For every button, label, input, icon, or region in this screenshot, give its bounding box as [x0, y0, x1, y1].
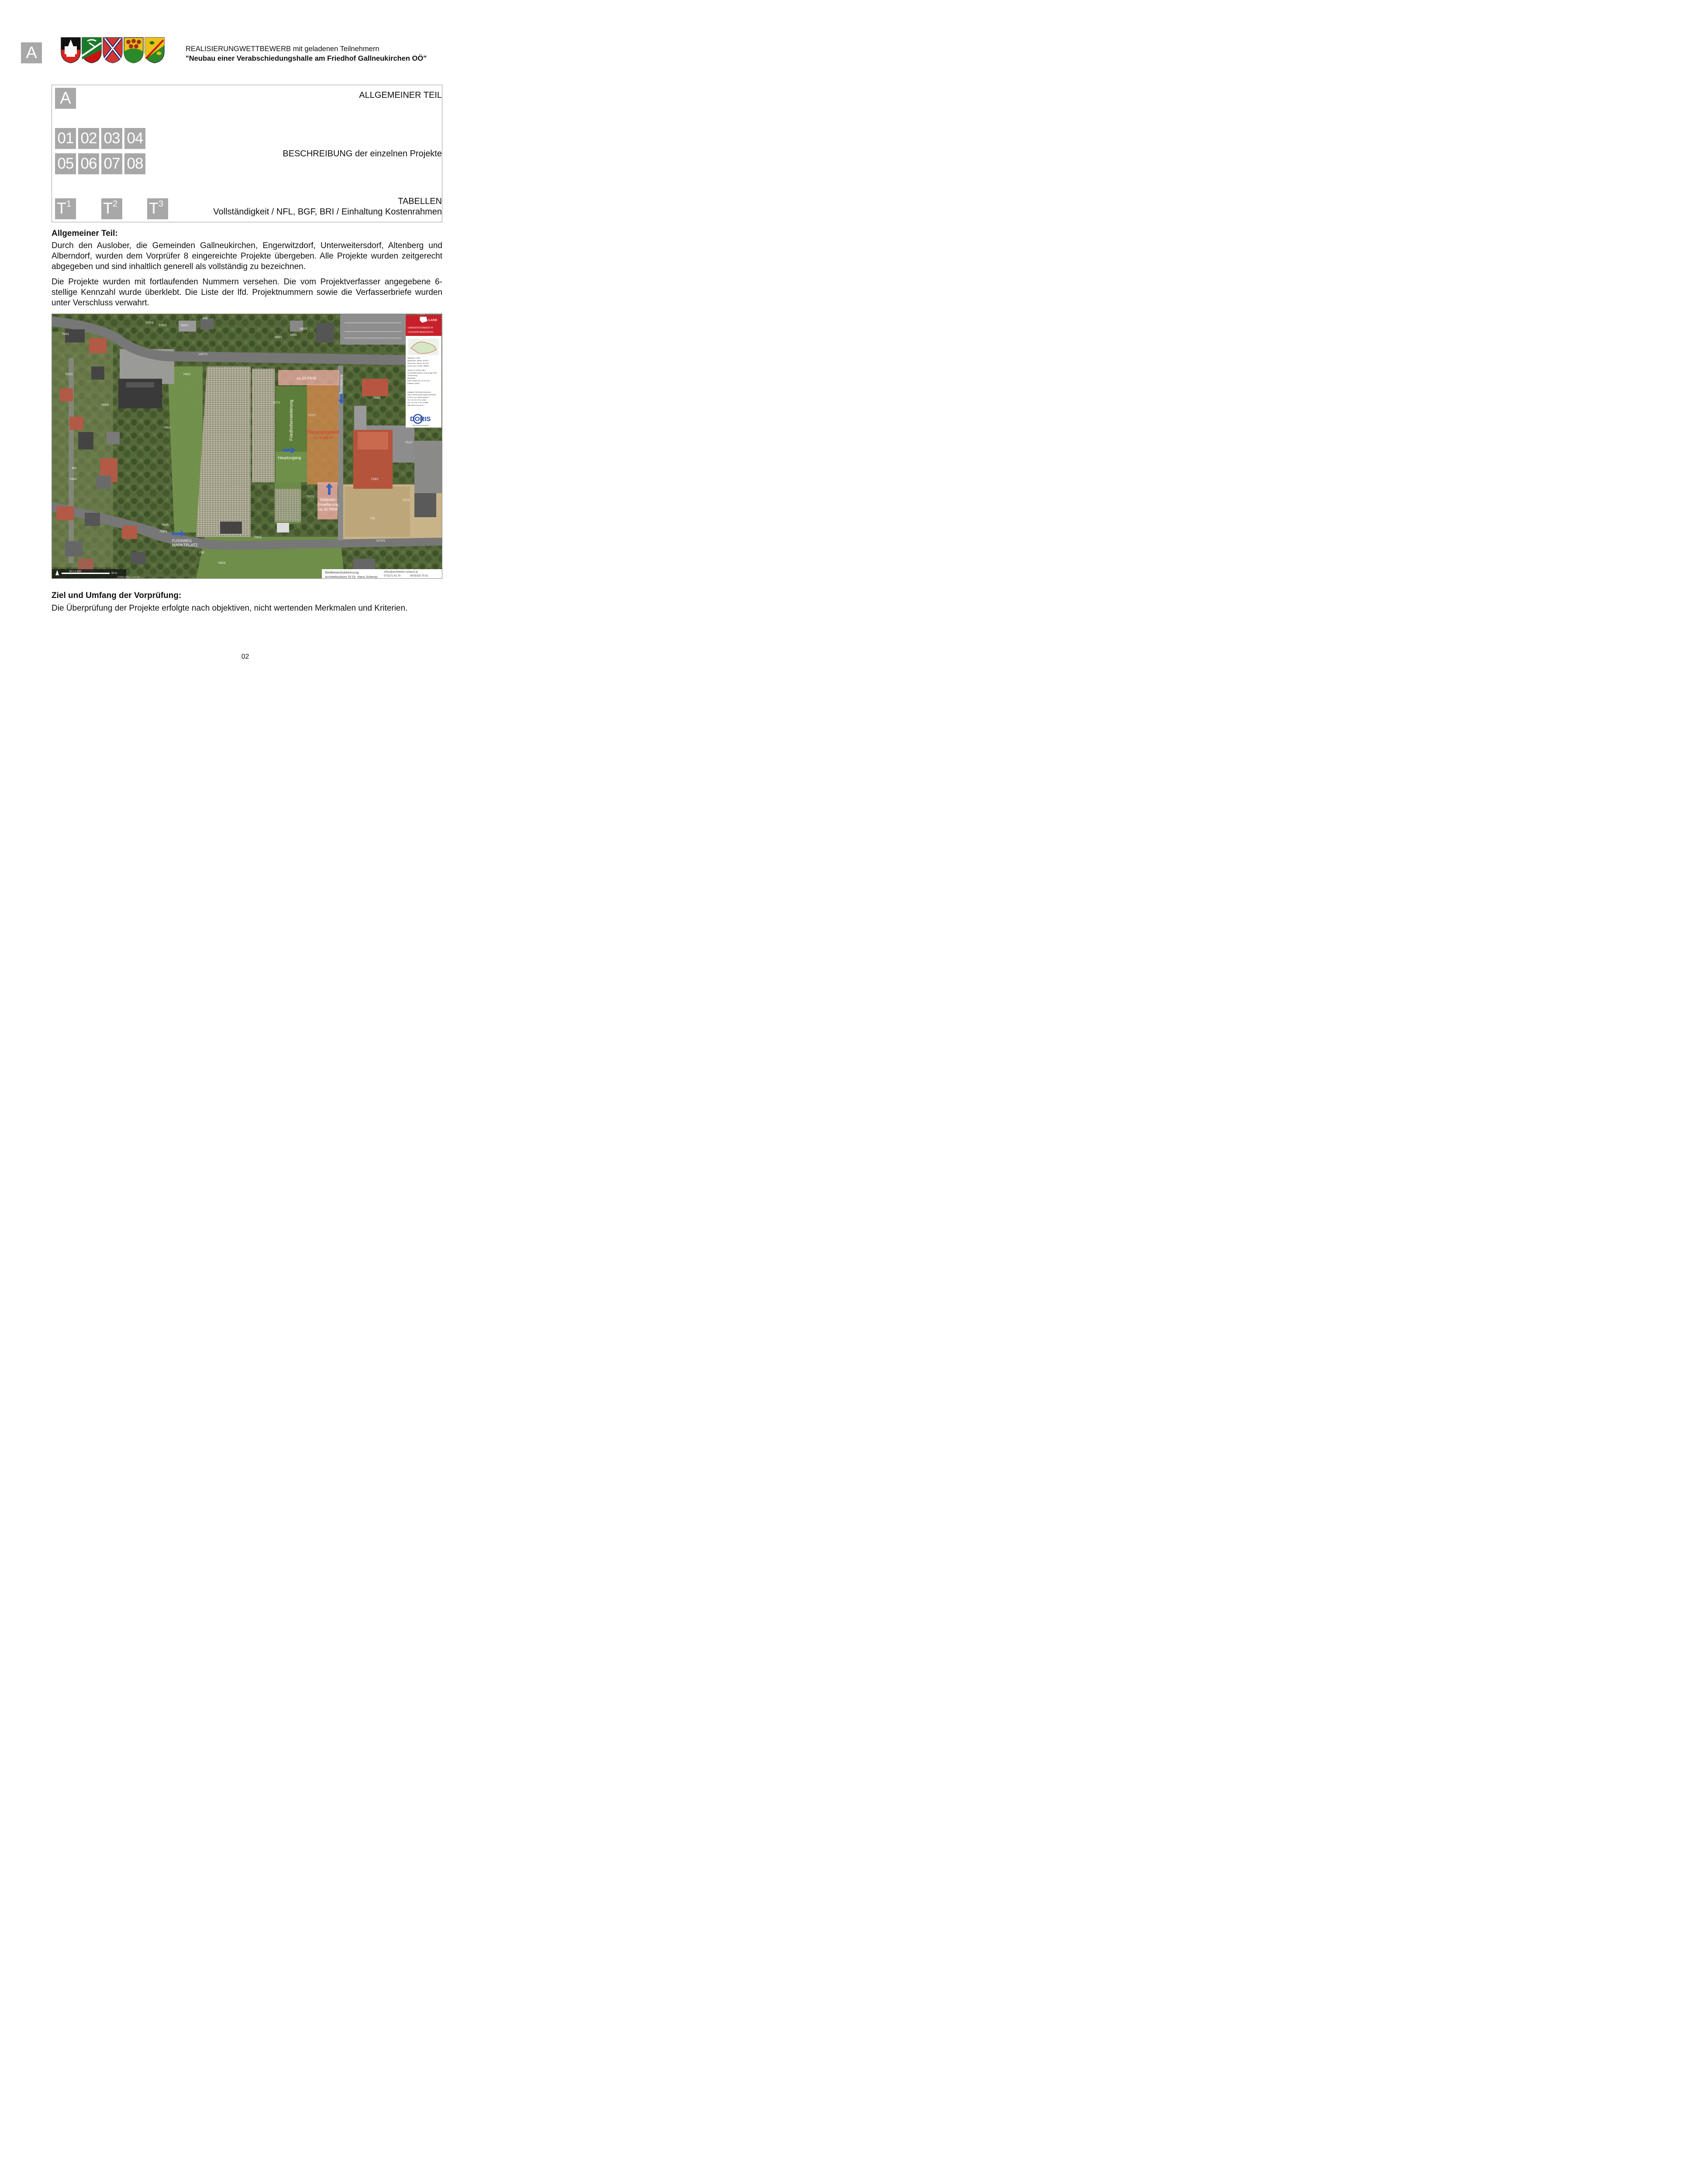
legend-line: Bearbeiter: — [407, 377, 416, 379]
parcel-label: 585/1 — [275, 336, 283, 339]
paragraph-scope: Die Überprüfung der Projekte erfolgte nach objektiven, nicht wertenden Merkmalen und Kriterien. — [52, 604, 408, 613]
parcel-label: 727/1 — [272, 401, 280, 404]
tables-label: TABELLEN — [398, 197, 442, 206]
label-main-entrance: Hauptzugang — [278, 456, 301, 460]
parcel-label: 500/1 — [181, 324, 189, 327]
paragraph-numbering: Die Projekte wurden mit fortlaufenden Nummern versehen. Die vom Projektverfasser angegebene 6-stellige Kennzahl wurde überklebt. Die Liste der lfd. Projektnummern sowie die Verfasserbriefe wurden unter Verschluss verwahrt. — [52, 277, 442, 308]
legend-line: Verwendung: — [407, 374, 418, 377]
map-credit-box — [322, 569, 442, 578]
parcel-label: 1550 — [290, 334, 297, 337]
parcel-label: 755/3 — [254, 536, 262, 539]
legend-org2: GEOINFORMATION — [408, 331, 434, 334]
legend-line: Quellen © DORIS, BEV — [407, 369, 426, 371]
crest-gallneukirchen — [61, 38, 80, 63]
legend-doris: DORIS — [410, 415, 431, 423]
legend-line: links unten: 80644; 357745 — [407, 362, 429, 364]
legend-line: Mittelpunkt: 80635; 357874 — [407, 359, 429, 362]
legend-line: Digitales Oberösterreichisches — [407, 391, 431, 393]
label-parking-extension-1: Stellplatz- — [320, 498, 337, 502]
parcel-label: 589/3 — [300, 328, 307, 331]
legend-line: Koordinatensystem Gauß-Krüger M31 — [407, 372, 437, 374]
label-footpath-2: MARKTPLATZ — [172, 543, 198, 547]
legend-line: Kataster (DKM) — [407, 382, 420, 384]
parcel-label: 759/3 — [159, 530, 167, 533]
parcel-label: 238 — [199, 551, 204, 554]
label-parking-top: ca 20 PKW — [297, 376, 317, 380]
parcel-label: 1457/1 — [198, 353, 208, 356]
crest-alberndorf — [145, 38, 164, 63]
project-tile-01[interactable]: 01 — [55, 128, 76, 149]
section-heading-general: Allgemeiner Teil: — [52, 229, 118, 238]
label-planning-area: Planungsgebiet — [306, 430, 339, 435]
legend-line: Raum-Informations-System [DORIS] — [407, 394, 436, 396]
legend-land: LAND — [428, 318, 437, 322]
parcel-label: 752/2 — [65, 373, 73, 376]
parcel-label: 745/1 — [163, 426, 171, 429]
parcel-label: 734 — [370, 517, 375, 520]
credit-phone-2: 0676/320 70 81 — [410, 575, 428, 577]
map-copyright: DORIS 2013, Land Oö — [117, 576, 140, 578]
credit-title: Wettbewerbsbetreuung — [325, 570, 359, 574]
municipal-crests-logo — [60, 37, 165, 64]
label-parking-extension-3: ca 30 PKW — [318, 507, 338, 511]
project-tile-08[interactable]: 08 — [124, 153, 145, 174]
legend-line: rechts oben: 81026; 358003 — [407, 365, 429, 367]
parcel-label: 733/1 — [373, 397, 381, 400]
parcel-label: 760/3 — [218, 562, 226, 565]
label-footpath-1: FUSSWEG — [172, 539, 192, 543]
parcel-label: 731/3 — [402, 499, 410, 502]
label-planning-area-size: Ca. 4.585 m² — [313, 436, 334, 440]
aerial-site-map — [52, 314, 442, 579]
projects-description-label: BESCHREIBUNG der einzelnen Projekte — [283, 149, 442, 159]
parcel-label: 733/2 — [371, 478, 379, 481]
parcel-label: 488 — [203, 317, 208, 320]
label-parking-extension-2: Erweiterung — [317, 502, 339, 507]
credit-name: Architekturbüro DI Dr. Hans Scheutz — [325, 575, 378, 578]
paragraph-submissions: Durch den Auslober, die Gemeinden Gallneukirchen, Engerwitzdorf, Unterweitersdorf, Altenberg und Alberndorf, wurden dem Vorprüfer 8 eingereichte Projekte übergeben. Alle Projekte wurden zeitgerecht abgegeben und sind inhaltlich generell als vollständig zu bezeichnen. — [52, 241, 442, 271]
parcel-label: 749/3 — [101, 404, 109, 407]
table-tile-2[interactable]: T $^2$ — [101, 198, 122, 219]
scale-unit: 50 m — [111, 572, 117, 575]
project-tile-03[interactable]: 03 — [101, 128, 122, 149]
tables-sublabel: Vollständigkeit / NFL, BGF, BRI / Einhaltung Kostenrahmen — [213, 207, 442, 217]
section-marker-a: A — [21, 42, 42, 63]
legend-line: Fax +43 732-7720-212888 — [407, 401, 428, 404]
parcel-label: 754/1 — [62, 333, 69, 336]
parcel-label: 749/2 — [69, 478, 77, 481]
legend-line: Karte erstellt am: 29.10.2014 — [407, 380, 430, 382]
table-tile-3[interactable]: T $^3$ — [147, 198, 168, 219]
parcel-label: 737/2 — [308, 414, 316, 417]
crest-altenberg — [124, 38, 143, 63]
project-tile-06[interactable]: 06 — [78, 153, 99, 174]
crest-engerwitzdorf — [82, 38, 101, 63]
parcel-label: 482 — [72, 467, 77, 470]
map-legend-panel — [406, 315, 441, 428]
legend-line: Tel +43 732-7720-12605 — [407, 399, 427, 401]
general-part-label: ALLGEMEINER TEIL — [359, 90, 442, 100]
credit-email: office@architektur-scheutz.at — [384, 571, 418, 574]
label-delivery: Anlieferung — [339, 374, 344, 394]
parcel-label: 576/3 — [159, 324, 167, 327]
parcel-label: 745/2 — [183, 373, 191, 376]
parcel-label: 579/3 — [146, 321, 154, 325]
project-tile-07[interactable]: 07 — [101, 153, 122, 174]
legend-line: A-4021 Linz, Bahnhofplatz 1 — [407, 396, 430, 398]
project-tile-05[interactable]: 05 — [55, 153, 76, 174]
page-number: 02 — [241, 653, 249, 660]
credit-phone-1: 0732/71 61 70 — [384, 575, 401, 577]
legend-org1: OBERÖSTERREICH — [408, 326, 433, 329]
parcel-label: 755/5 — [161, 524, 169, 527]
parcel-label: 737/1 — [307, 495, 314, 498]
crest-unterweitersdorf — [103, 38, 122, 63]
legend-line: http://doris.ooe.gv.at — [407, 404, 423, 406]
legend-line: Maßstab 1:1000 — [407, 357, 420, 359]
header-project-title: "Neubau einer Verabschiedungshalle am Friedhof Gallneukirchen OÖ" — [186, 55, 427, 62]
table-tile-1[interactable]: T $^1$ — [55, 198, 76, 219]
label-cemetery-extension: Friedhofserweiterung — [289, 400, 294, 441]
project-tile-02[interactable]: 02 — [78, 128, 99, 149]
header-competition-type: REALISIERUNGWETTBEWERB mit geladenen Teilnehmern — [186, 45, 379, 53]
project-tile-04[interactable]: 04 — [124, 128, 145, 149]
general-part-tile: A — [55, 88, 76, 109]
legend-url: http://doris.ooe.gv.at — [413, 424, 428, 426]
section-heading-scope: Ziel und Umfang der Vorprüfung: — [52, 591, 182, 600]
scale-text: M 1:1.000 — [69, 570, 81, 573]
parcel-label: 731/2 — [405, 441, 413, 444]
parcel-label: 1470/1 — [376, 539, 386, 543]
